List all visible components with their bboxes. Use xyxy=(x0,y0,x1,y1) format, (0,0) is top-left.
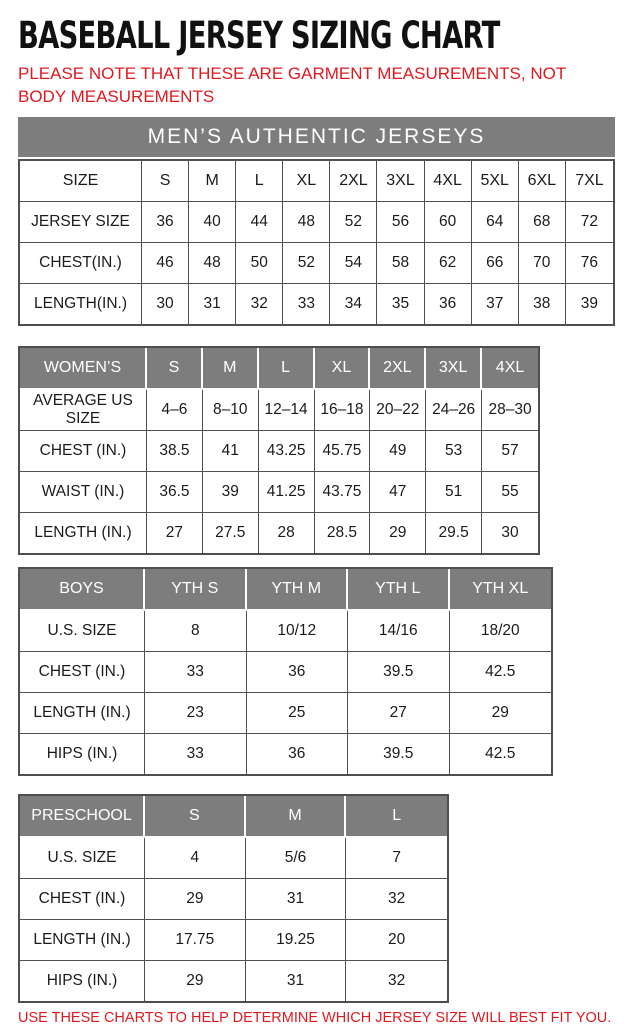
header-row xyxy=(20,348,538,390)
row-label: HIPS (IN.) xyxy=(20,961,145,1001)
column-header: 5XL xyxy=(472,161,519,202)
row-label: LENGTH(IN.) xyxy=(20,284,142,324)
data-cell: 24–26 xyxy=(426,390,482,431)
data-cell: 31 xyxy=(246,961,347,1001)
table-row xyxy=(20,472,538,513)
data-cell: 48 xyxy=(189,243,236,284)
data-cell: 76 xyxy=(566,243,613,284)
data-cell: 57 xyxy=(482,431,538,472)
data-cell: 62 xyxy=(425,243,472,284)
data-cell: 36 xyxy=(247,652,349,693)
data-cell: 4 xyxy=(145,838,246,879)
data-cell: 17.75 xyxy=(145,920,246,961)
table-row xyxy=(20,838,447,879)
row-label: LENGTH (IN.) xyxy=(20,920,145,961)
data-cell: 55 xyxy=(482,472,538,513)
column-header: XL xyxy=(315,348,371,390)
data-cell: 48 xyxy=(283,202,330,243)
table-row xyxy=(20,243,613,284)
page-title: BASEBALL JERSEY SIZING CHART xyxy=(18,14,500,57)
mens-banner: MEN’S AUTHENTIC JERSEYS xyxy=(18,117,615,157)
column-header: YTH XL xyxy=(450,569,552,611)
data-cell: 28 xyxy=(259,513,315,553)
data-cell: 32 xyxy=(346,879,447,920)
table-corner-label: PRESCHOOL xyxy=(20,796,145,838)
row-label: JERSEY SIZE xyxy=(20,202,142,243)
data-cell: 47 xyxy=(370,472,426,513)
data-cell: 42.5 xyxy=(450,734,552,774)
column-header: S xyxy=(142,161,189,202)
row-label: CHEST (IN.) xyxy=(20,652,145,693)
data-cell: 27.5 xyxy=(203,513,259,553)
row-label: WAIST (IN.) xyxy=(20,472,147,513)
data-cell: 29 xyxy=(145,879,246,920)
data-cell: 36 xyxy=(247,734,349,774)
table-row xyxy=(20,284,613,324)
row-label: CHEST(IN.) xyxy=(20,243,142,284)
data-cell: 45.75 xyxy=(315,431,371,472)
data-cell: 32 xyxy=(346,961,447,1001)
womens-size-table xyxy=(18,346,540,555)
column-header: 3XL xyxy=(426,348,482,390)
row-label: LENGTH (IN.) xyxy=(20,693,145,734)
column-header: XL xyxy=(283,161,330,202)
data-cell: 33 xyxy=(283,284,330,324)
column-header: L xyxy=(346,796,447,838)
table-row xyxy=(20,652,551,693)
table-row xyxy=(20,431,538,472)
column-header: YTH M xyxy=(247,569,349,611)
column-header: S xyxy=(145,796,246,838)
data-cell: 5/6 xyxy=(246,838,347,879)
boys-section xyxy=(18,567,615,776)
data-cell: 68 xyxy=(519,202,566,243)
table-row xyxy=(20,693,551,734)
table-corner-label: SIZE xyxy=(20,161,142,202)
data-cell: 36 xyxy=(142,202,189,243)
table-corner-label: BOYS xyxy=(20,569,145,611)
column-header: 3XL xyxy=(377,161,424,202)
data-cell: 14/16 xyxy=(348,611,450,652)
data-cell: 72 xyxy=(566,202,613,243)
data-cell: 29 xyxy=(370,513,426,553)
data-cell: 37 xyxy=(472,284,519,324)
mens-size-table xyxy=(18,159,615,326)
data-cell: 33 xyxy=(145,652,247,693)
data-cell: 32 xyxy=(236,284,283,324)
row-label: HIPS (IN.) xyxy=(20,734,145,774)
data-cell: 39.5 xyxy=(348,652,450,693)
table-row xyxy=(20,513,538,553)
column-header: YTH L xyxy=(348,569,450,611)
data-cell: 58 xyxy=(377,243,424,284)
data-cell: 29 xyxy=(450,693,552,734)
table-row xyxy=(20,961,447,1001)
header-row xyxy=(20,796,447,838)
data-cell: 38.5 xyxy=(147,431,203,472)
table-row xyxy=(20,611,551,652)
data-cell: 53 xyxy=(426,431,482,472)
data-cell: 7 xyxy=(346,838,447,879)
data-cell: 8 xyxy=(145,611,247,652)
garment-measurement-note: PLEASE NOTE THAT THESE ARE GARMENT MEASUREMENTS, NOT BODY MEASUREMENTS xyxy=(18,64,566,106)
data-cell: 44 xyxy=(236,202,283,243)
column-header: 4XL xyxy=(425,161,472,202)
data-cell: 27 xyxy=(147,513,203,553)
data-cell: 29.5 xyxy=(426,513,482,553)
data-cell: 34 xyxy=(330,284,377,324)
table-row xyxy=(20,920,447,961)
data-cell: 12–14 xyxy=(259,390,315,431)
table-row xyxy=(20,202,613,243)
data-cell: 35 xyxy=(377,284,424,324)
table-row xyxy=(20,734,551,774)
data-cell: 31 xyxy=(246,879,347,920)
data-cell: 52 xyxy=(330,202,377,243)
column-header: L xyxy=(236,161,283,202)
data-cell: 40 xyxy=(189,202,236,243)
preschool-size-table xyxy=(18,794,449,1003)
column-header: L xyxy=(259,348,315,390)
data-cell: 20 xyxy=(346,920,447,961)
data-cell: 30 xyxy=(142,284,189,324)
column-header: 7XL xyxy=(566,161,613,202)
data-cell: 54 xyxy=(330,243,377,284)
data-cell: 46 xyxy=(142,243,189,284)
table-row xyxy=(20,879,447,920)
data-cell: 39 xyxy=(203,472,259,513)
data-cell: 66 xyxy=(472,243,519,284)
column-header: M xyxy=(246,796,347,838)
table-row xyxy=(20,390,538,431)
data-cell: 43.25 xyxy=(259,431,315,472)
data-cell: 31 xyxy=(189,284,236,324)
mens-section xyxy=(18,117,615,326)
column-header: S xyxy=(147,348,203,390)
data-cell: 28.5 xyxy=(315,513,371,553)
data-cell: 16–18 xyxy=(315,390,371,431)
data-cell: 30 xyxy=(482,513,538,553)
row-label: U.S. SIZE xyxy=(20,838,145,879)
data-cell: 25 xyxy=(247,693,349,734)
data-cell: 19.25 xyxy=(246,920,347,961)
preschool-section xyxy=(18,794,615,1003)
boys-size-table xyxy=(18,567,553,776)
data-cell: 29 xyxy=(145,961,246,1001)
fit-help-note: USE THESE CHARTS TO HELP DETERMINE WHICH JERSEY SIZE WILL BEST FIT YOU. xyxy=(18,1010,612,1026)
data-cell: 50 xyxy=(236,243,283,284)
data-cell: 60 xyxy=(425,202,472,243)
data-cell: 51 xyxy=(426,472,482,513)
data-cell: 70 xyxy=(519,243,566,284)
data-cell: 52 xyxy=(283,243,330,284)
data-cell: 64 xyxy=(472,202,519,243)
table-corner-label: WOMEN’S xyxy=(20,348,147,390)
header-row xyxy=(20,161,613,202)
data-cell: 18/20 xyxy=(450,611,552,652)
row-label: AVERAGE US SIZE xyxy=(20,390,147,431)
row-label: CHEST (IN.) xyxy=(20,431,147,472)
data-cell: 36 xyxy=(425,284,472,324)
data-cell: 41 xyxy=(203,431,259,472)
data-cell: 41.25 xyxy=(259,472,315,513)
data-cell: 39 xyxy=(566,284,613,324)
data-cell: 42.5 xyxy=(450,652,552,693)
column-header: M xyxy=(203,348,259,390)
data-cell: 4–6 xyxy=(147,390,203,431)
column-header: 4XL xyxy=(482,348,538,390)
data-cell: 39.5 xyxy=(348,734,450,774)
data-cell: 36.5 xyxy=(147,472,203,513)
data-cell: 10/12 xyxy=(247,611,349,652)
row-label: LENGTH (IN.) xyxy=(20,513,147,553)
data-cell: 20–22 xyxy=(370,390,426,431)
data-cell: 27 xyxy=(348,693,450,734)
column-header: YTH S xyxy=(145,569,247,611)
data-cell: 33 xyxy=(145,734,247,774)
row-label: U.S. SIZE xyxy=(20,611,145,652)
data-cell: 28–30 xyxy=(482,390,538,431)
data-cell: 49 xyxy=(370,431,426,472)
data-cell: 43.75 xyxy=(315,472,371,513)
header-row xyxy=(20,569,551,611)
data-cell: 23 xyxy=(145,693,247,734)
column-header: M xyxy=(189,161,236,202)
womens-section xyxy=(18,346,615,555)
data-cell: 56 xyxy=(377,202,424,243)
row-label: CHEST (IN.) xyxy=(20,879,145,920)
column-header: 2XL xyxy=(330,161,377,202)
data-cell: 8–10 xyxy=(203,390,259,431)
column-header: 2XL xyxy=(370,348,426,390)
column-header: 6XL xyxy=(519,161,566,202)
data-cell: 38 xyxy=(519,284,566,324)
